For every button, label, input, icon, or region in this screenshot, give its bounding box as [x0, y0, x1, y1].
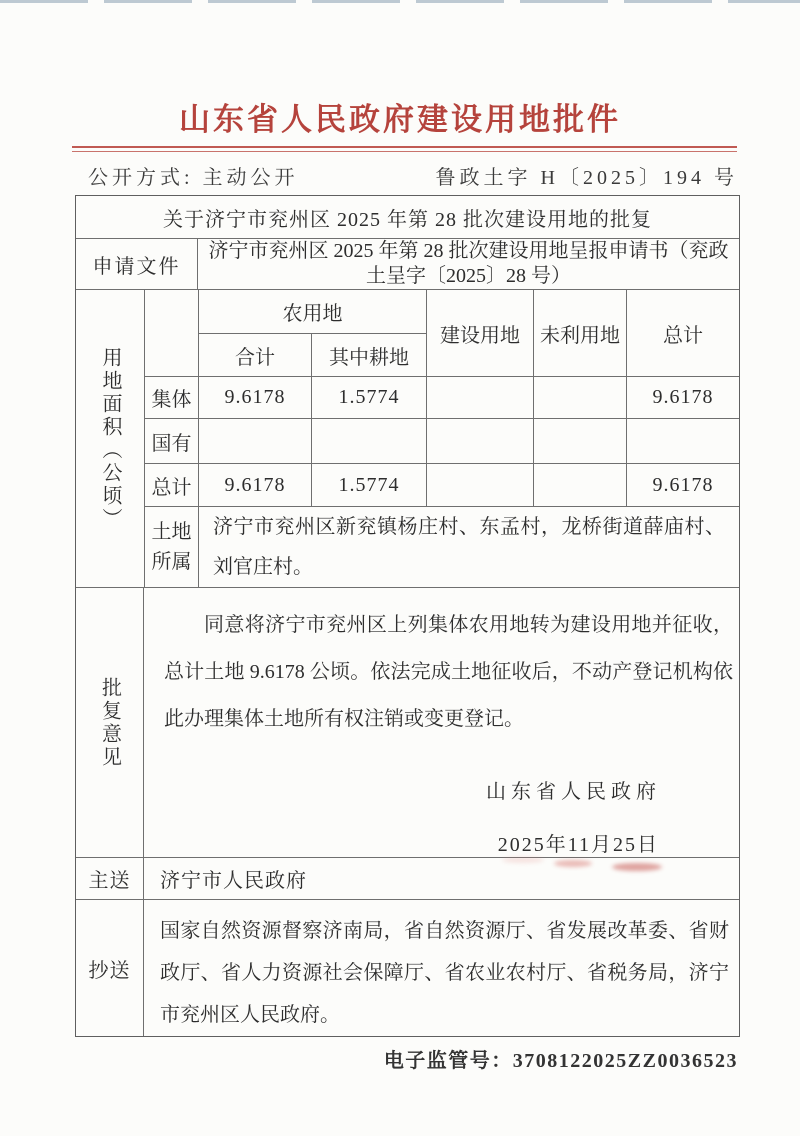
total-agri-total: 9.6178	[198, 463, 311, 506]
cc-label: 抄送	[76, 900, 144, 1036]
header-agricultural: 农用地	[198, 290, 426, 333]
electronic-supervision-number: 电子监管号：3708122025ZZ0036523	[383, 1050, 738, 1072]
state-construction	[426, 418, 533, 463]
collective-agri-cultivated: 1.5774	[311, 376, 426, 418]
approval-table	[75, 195, 740, 1037]
total-construction	[426, 463, 533, 506]
document-number: 鲁政土字 H〔2025〕194 号	[435, 167, 738, 189]
title-divider-rule	[72, 146, 737, 152]
header-total: 总计	[626, 290, 739, 376]
subject-row	[76, 196, 739, 238]
state-unused	[533, 418, 626, 463]
approval-opinion-label: 批复意见	[76, 588, 144, 857]
approval-signer: 山东省人民政府	[486, 781, 661, 804]
application-row	[76, 238, 739, 289]
red-seal-smudge	[612, 863, 662, 871]
application-value: 济宁市兖州区 2025 年第 28 批次建设用地呈报申请书（兖政土呈字〔2025〕28 号）	[208, 240, 729, 288]
land-area-grid	[76, 289, 739, 587]
header-unused: 未利用地	[533, 290, 626, 376]
collective-total: 9.6178	[626, 376, 739, 418]
cc-value: 国家自然资源督察济南局，省自然资源厅、省发展改革委、省财政厅、省人力资源社会保障厅、省农业农村厅、省税务局，济宁市兖州区人民政府。	[160, 920, 729, 1026]
row-collective-label: 集体	[144, 376, 198, 418]
state-agri-cultivated	[311, 418, 426, 463]
cc-row	[76, 899, 739, 1036]
main-recipient-label: 主送	[76, 858, 144, 899]
total-total: 9.6178	[626, 463, 739, 506]
document-title: 山东省人民政府建设用地批件	[179, 102, 621, 137]
total-agri-cultivated: 1.5774	[311, 463, 426, 506]
header-agri-total: 合计	[198, 333, 311, 376]
approval-opinion-row	[76, 587, 739, 857]
red-seal-smudge	[502, 857, 544, 863]
approval-opinion-text: 同意将济宁市兖州区上列集体农用地转为建设用地并征收，总计土地 9.6178 公顷。依法完成土地征收后，不动产登记机构依此办理集体土地所有权注销或变更登记。	[164, 614, 733, 731]
state-agri-total	[198, 418, 311, 463]
collective-unused	[533, 376, 626, 418]
land-ownership-value: 济宁市兖州区新兖镇杨庄村、东孟村，龙桥街道薛庙村、刘官庄村。	[198, 506, 739, 587]
approval-opinion-content	[144, 588, 739, 857]
collective-agri-total: 9.6178	[198, 376, 311, 418]
total-unused	[533, 463, 626, 506]
meta-row	[88, 161, 738, 190]
approval-date: 2025年11月25日	[497, 834, 659, 857]
collective-construction	[426, 376, 533, 418]
header-agri-cultivated: 其中耕地	[311, 333, 426, 376]
red-seal-smudge	[554, 860, 592, 867]
row-state-label: 国有	[144, 418, 198, 463]
header-construction: 建设用地	[426, 290, 533, 376]
land-ownership-label: 土地所属	[144, 506, 198, 587]
state-total	[626, 418, 739, 463]
main-recipient-value: 济宁市人民政府	[160, 870, 307, 893]
land-area-label: 用地面积（公顷）	[99, 346, 121, 531]
row-total-label: 总计	[144, 463, 198, 506]
application-label: 申请文件	[76, 239, 198, 289]
subject-text: 关于济宁市兖州区 2025 年第 28 批次建设用地的批复	[163, 208, 652, 231]
publish-method: 公开方式: 主动公开	[88, 167, 299, 189]
scan-edge-artifact	[0, 0, 800, 3]
land-area-corner-cell	[144, 290, 198, 376]
